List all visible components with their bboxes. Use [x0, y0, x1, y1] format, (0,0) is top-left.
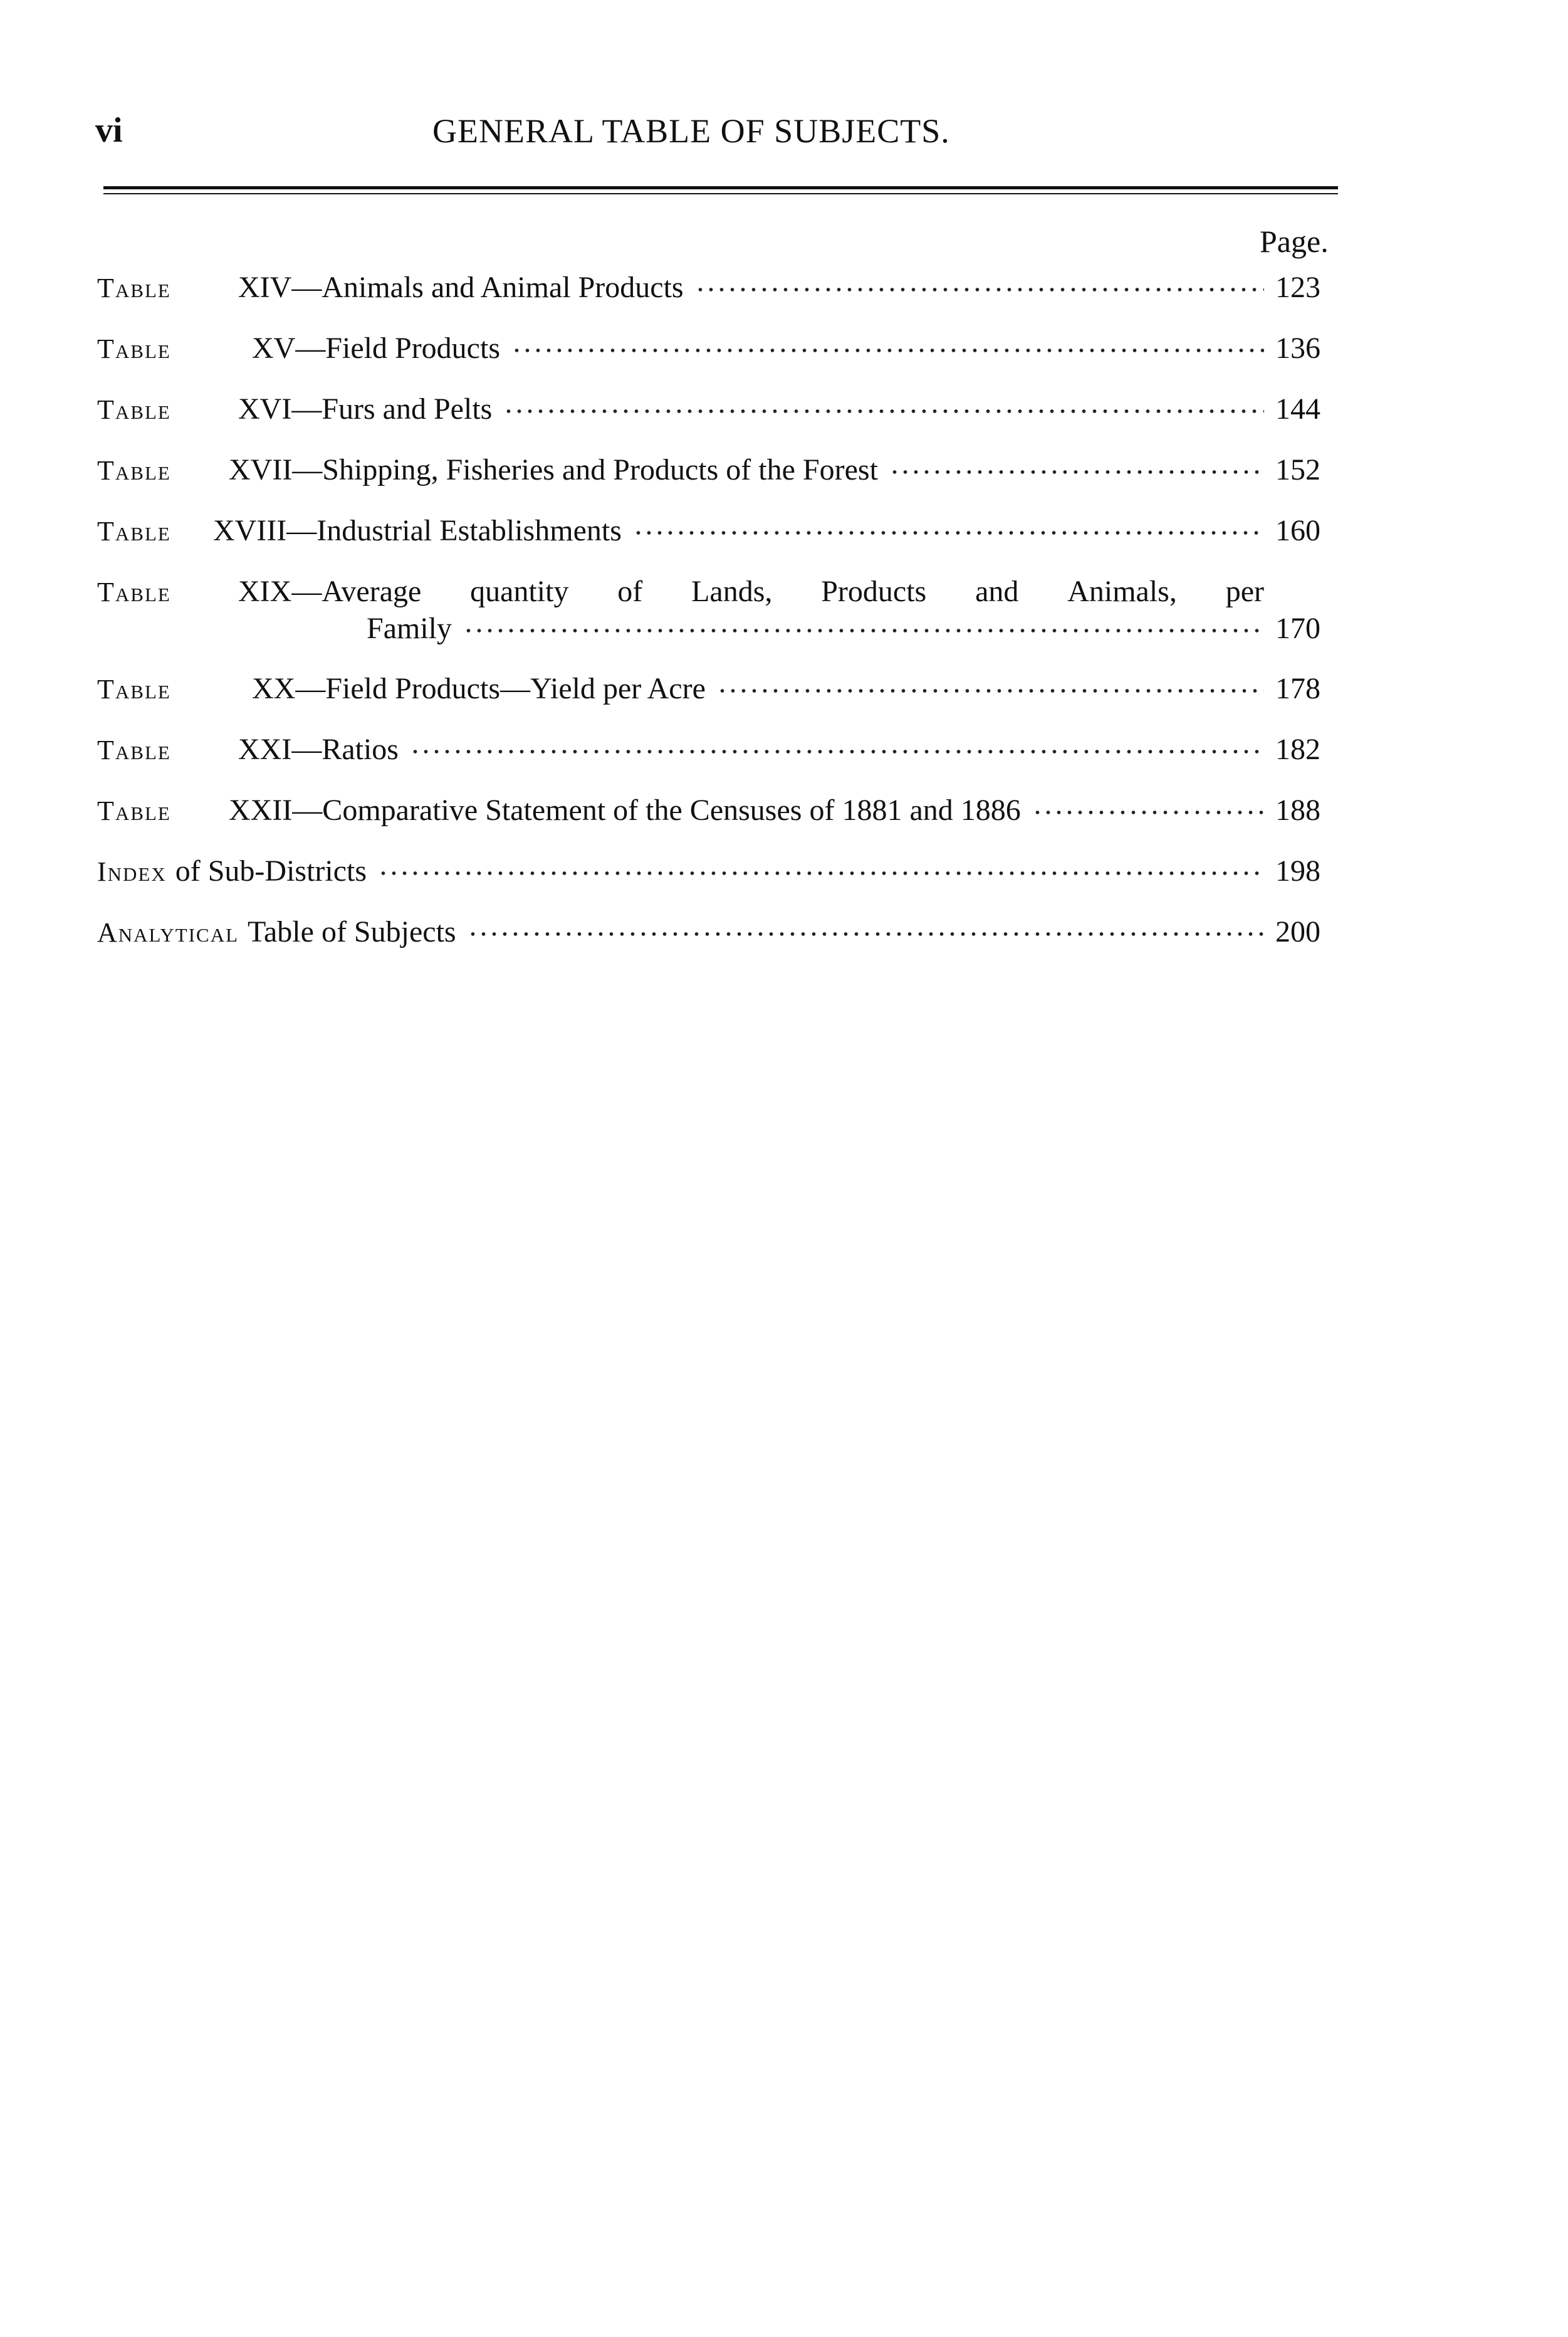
dot-leader — [468, 930, 1264, 938]
entry-page: 152 — [1275, 453, 1320, 486]
toc-entry — [97, 270, 1344, 307]
entry-title: Table of Subjects — [248, 915, 456, 948]
entry-title — [238, 574, 1264, 610]
entry-page: 160 — [1275, 514, 1320, 547]
toc-entry — [97, 391, 1344, 428]
title-word: XIX—Average — [238, 575, 422, 608]
entry-page: 198 — [1275, 854, 1320, 888]
entry-title: XX—Field Products—Yield per Acre — [252, 672, 706, 705]
dot-leader — [717, 687, 1264, 695]
title-word: of — [617, 575, 643, 608]
entry-page: 200 — [1275, 915, 1320, 948]
entry-page: 178 — [1275, 672, 1320, 705]
dot-leader — [633, 529, 1264, 537]
toc-entry — [97, 452, 1344, 489]
entry-page: 188 — [1275, 794, 1320, 827]
header-rule — [103, 186, 1338, 189]
table-of-contents — [97, 270, 1344, 975]
toc-entry — [97, 853, 1344, 890]
dot-leader — [410, 748, 1264, 755]
toc-entry — [97, 513, 1344, 550]
entry-title: XVII—Shipping, Fisheries and Products of the Forest — [229, 453, 878, 486]
dot-leader — [695, 286, 1264, 293]
toc-entry — [97, 671, 1344, 708]
header-rule-thin — [103, 193, 1338, 194]
title-word: quantity — [470, 575, 569, 608]
dot-leader — [511, 347, 1264, 354]
entry-label: Table — [97, 455, 171, 486]
entry-title: XV—Field Products — [252, 332, 500, 365]
toc-entry — [97, 792, 1344, 829]
toc-entry — [97, 574, 1344, 647]
entry-page: 170 — [1275, 612, 1320, 645]
entry-label: Table — [97, 577, 171, 607]
entry-label: Table — [97, 516, 171, 547]
page-column-header: Page. — [1260, 224, 1329, 259]
entry-label: Table — [97, 333, 171, 364]
toc-entry — [97, 732, 1344, 769]
entry-title: XIV—Animals and Animal Products — [238, 271, 684, 304]
entry-page: 123 — [1275, 271, 1320, 304]
dot-leader — [1032, 809, 1264, 816]
entry-label: Table — [97, 394, 171, 425]
entry-label: Table — [97, 273, 171, 303]
entry-label: Analytical — [97, 917, 239, 948]
entry-title: XVIII—Industrial Establishments — [213, 514, 622, 547]
title-word: Animals, — [1067, 575, 1177, 608]
toc-entry — [97, 914, 1344, 951]
dot-leader — [889, 468, 1264, 476]
entry-page: 136 — [1275, 332, 1320, 365]
entry-title-continued: Family — [367, 612, 452, 645]
entry-label: Index — [97, 856, 167, 887]
running-title: GENERAL TABLE OF SUBJECTS. — [432, 112, 950, 150]
title-word: Lands, — [691, 575, 773, 608]
toc-entry — [97, 330, 1344, 367]
entry-page: 144 — [1275, 392, 1320, 426]
entry-label: Table — [97, 796, 171, 826]
title-word: and — [975, 575, 1019, 608]
title-word: per — [1225, 575, 1264, 608]
dot-leader — [503, 407, 1264, 415]
entry-label: Table — [97, 735, 171, 765]
entry-title: of Sub-Districts — [175, 854, 367, 888]
dot-leader — [463, 627, 1264, 634]
page-number: vi — [95, 111, 123, 150]
entry-title: XXII—Comparative Statement of the Censuses of 1881 and 1886 — [229, 794, 1021, 827]
entry-title: XVI—Furs and Pelts — [238, 392, 493, 426]
title-word: Products — [821, 575, 927, 608]
entry-title: XXI—Ratios — [238, 733, 399, 766]
entry-page: 182 — [1275, 733, 1320, 766]
dot-leader — [378, 869, 1264, 877]
entry-label: Table — [97, 674, 171, 705]
